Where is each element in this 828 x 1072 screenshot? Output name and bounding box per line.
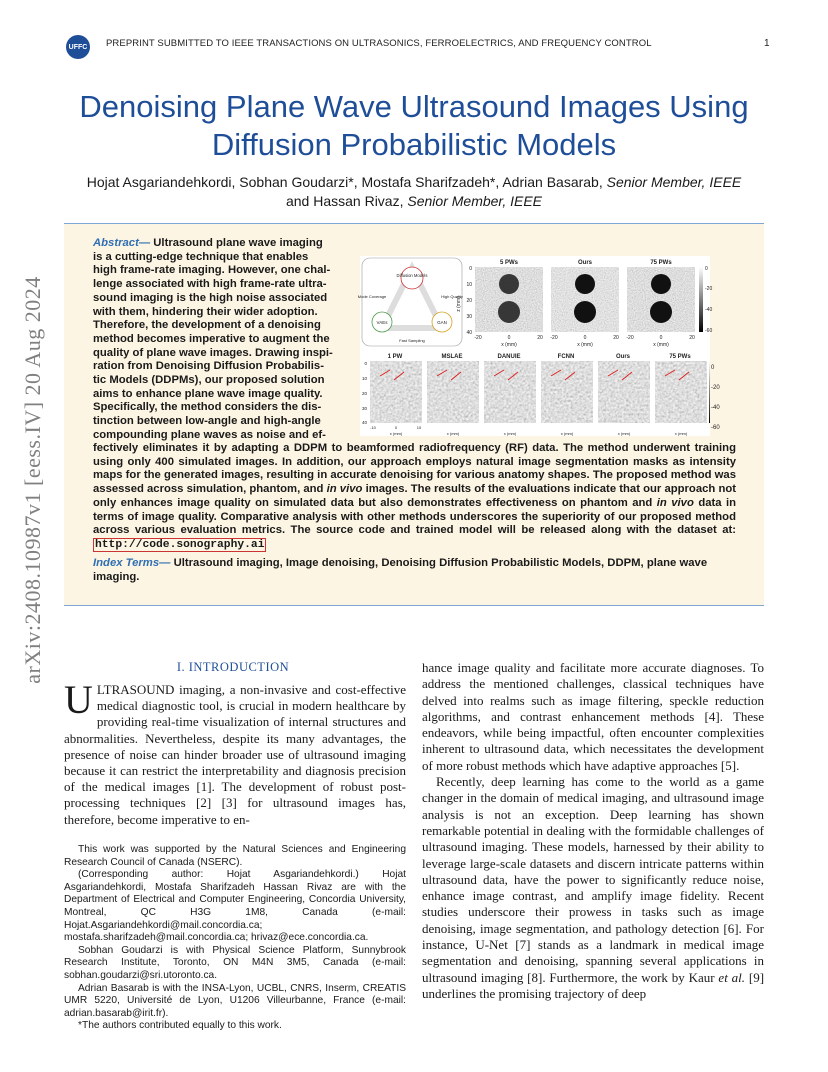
top-cbar-tick: 0 <box>705 266 708 272</box>
top-title-5pws: 5 PWs <box>499 260 519 266</box>
abstract-line: high frame-rate imaging. However, one chal- <box>93 264 331 277</box>
abstract-line: with them, hindering their wider adoption. <box>93 305 318 318</box>
drop-cap: U <box>64 677 93 722</box>
ieee-uffc-logo: UFFC <box>66 35 90 59</box>
page-number: 1 <box>764 38 770 49</box>
invivo-75pws <box>655 361 707 423</box>
abstract-line: method becomes imperative to augment the <box>93 332 330 345</box>
abstract-wrapped <box>93 237 355 443</box>
invivo-danuie <box>484 361 536 423</box>
author-membership-1: Senior Member, IEEE <box>606 174 742 190</box>
abstract-line: lenge associated with high frame-rate ultra- <box>93 278 327 291</box>
bottom-cbar-tick: 0 <box>711 365 715 371</box>
graphical-abstract-figure <box>357 256 713 436</box>
top-ytick: 10 <box>466 282 472 288</box>
bottom-title: Ours <box>615 354 631 360</box>
top-xtick: 20 <box>689 335 695 341</box>
code-link[interactable]: http://code.sonography.ai <box>95 538 265 551</box>
bottom-ytick: 10 <box>361 376 367 381</box>
label-diffusion-models: Diffusion Models <box>396 273 428 278</box>
invivo-ours <box>598 361 650 423</box>
running-header: PREPRINT SUBMITTED TO IEEE TRANSACTIONS ON ULTRASONICS, FERROELECTRICS, AND FREQUENCY CONTROL <box>106 38 652 49</box>
top-colorbar <box>699 267 703 332</box>
top-xtick: 20 <box>537 335 543 341</box>
abstract-text: images. The results of the evaluations indicate that our approach not only enhances image quality on simulated data but also demonstrates effectiveness on phantom and <box>93 483 737 509</box>
abstract-line: tic Models (DDPMs), our proposed solution <box>93 374 325 387</box>
author-membership-2: Senior Member, IEEE <box>407 193 543 209</box>
top-xtick: -20 <box>474 335 482 341</box>
invivo-1pw <box>370 361 422 423</box>
footnote: This work was supported by the Natural Sciences and Engineering Research Council of Canada (NSERC). <box>64 844 406 868</box>
top-xlabel: x (mm) <box>577 342 593 348</box>
top-ytick: 20 <box>466 298 472 304</box>
abstract-line: aims to enhance plane wave image quality. <box>93 387 323 400</box>
bottom-title: DANUIE <box>497 354 521 360</box>
abstract-line: Ultrasound plane wave imaging <box>153 237 323 249</box>
top-xtick: 20 <box>613 335 619 341</box>
abstract-italic: in vivo <box>656 496 694 509</box>
generative-trilemma-diagram <box>358 258 463 346</box>
top-xtick: -20 <box>626 335 634 341</box>
label-high-quality: High Quality <box>441 294 463 299</box>
authors-line-1: Hojat Asgariandehkordi, Sobhan Goudarzi*, Mostafa Sharifzadeh*, Adrian Basarab, <box>86 174 603 190</box>
bottom-title: 75 PWs <box>669 354 691 360</box>
figure-svg <box>357 256 713 436</box>
in-vivo-results-row <box>362 354 710 436</box>
invivo-mslae <box>427 361 479 423</box>
top-ytick: 0 <box>469 266 472 272</box>
abstract-line: Therefore, the development of a denoising <box>93 319 321 332</box>
bottom-xlabel: x (mm) <box>674 431 688 436</box>
top-xtick: 0 <box>583 335 587 341</box>
top-xtick: -20 <box>550 335 558 341</box>
top-xtick: 0 <box>659 335 663 341</box>
intro-column-1 <box>64 677 407 828</box>
bottom-xtick: -10 <box>370 425 376 430</box>
top-ytick: 30 <box>466 314 472 320</box>
authors-line-2: and Hassan Rivaz, <box>285 193 404 209</box>
simulation-results-row <box>456 260 712 348</box>
bottom-cbar-tick: -60 <box>711 425 720 431</box>
abstract-line: tinction between low-angle and high-angle <box>93 415 321 428</box>
top-cbar-tick: -40 <box>705 307 713 313</box>
top-cbar-tick: -20 <box>705 286 713 292</box>
index-terms-heading: Index Terms— <box>93 557 171 569</box>
abstract-heading: Abstract— <box>93 237 151 249</box>
abstract-text: fectively eliminates it by adapting a DDPM to beamformed radiofrequency (RF) data. The method underwent training using only 400 simulated images. In addition, our approach employs natural image segmentation masks as intensity maps for the generated images, resulting in accurate denoising for various anatomy shapes. The proposed method was assessed across simulation, phantom, and <box>93 442 736 496</box>
footnote: *The authors contributed equally to this work. <box>78 1020 282 1032</box>
bottom-xlabel: x (mm) <box>446 431 460 436</box>
top-xlabel: x (mm) <box>501 342 517 348</box>
footnote: Adrian Basarab is with the INSA-Lyon, UCBL, CNRS, Inserm, CREATIS UMR 5220, Université de Lyon, U1206 Villeurbanne, France (e-mail: adrian.basarab@irit.fr). <box>64 982 406 1019</box>
bottom-ytick: 30 <box>361 406 367 411</box>
invivo-fcnn <box>541 361 593 423</box>
section-heading: I. INTRODUCTION <box>176 660 290 674</box>
top-xtick: 0 <box>507 335 511 341</box>
arxiv-stamp <box>18 276 48 684</box>
bottom-title: 1 PW <box>387 354 403 360</box>
footnotes <box>64 844 406 1033</box>
paragraph: hance image quality and facilitate more accurate diagnoses. To address the mentioned challenges, classical techniques have delved into realms such as image filtering, speckle reduction algorithms, and contrast enhancement methods [4]. These endeavors, while being impactful, often encounter complexities inherent to ultrasound data, which necessitates the development of more robust methods which have adaptive approaches [5]. <box>422 660 764 773</box>
bottom-xlabel: x (mm) <box>389 431 403 436</box>
abstract-line: is a cutting-edge technique that enables <box>93 250 309 263</box>
paragraph-text: Recently, deep learning has come to the world as a game changer in the domain of medical imaging, and ultrasound image analysis is not an exception. Deep learning has shown remarkable potential in dealing with the formidable challenges of ultrasound imaging. These models, harnessed by their ability to leverage large-scale datasets and discern intricate patterns within ultrasound data, have the power to significantly reduce noise, enhance image contrast, and amplify image fidelity. Recent studies underscore their prowess in tasks such as image denoising, image segmentation, and pathology detection [6]. For instance, U-Net [7] stands as a landmark in medical image segmentation and denoising, spanning several applications in ultrasound imaging [8]. Furthermore, the work by Kaur <box>422 774 764 985</box>
label-fast-sampling: Fast Sampling <box>399 338 425 343</box>
bottom-xlabel: x (mm) <box>560 431 574 436</box>
top-title-ours: Ours <box>577 260 593 266</box>
bottom-cbar-tick: -20 <box>711 385 720 391</box>
bottom-xtick: 10 <box>416 425 422 430</box>
top-ylabel: z (mm) <box>456 296 462 312</box>
label-gan: GAN <box>437 320 447 325</box>
paragraph-italic: et al. <box>718 969 746 985</box>
abstract-line: ration from Denoising Diffusion Probabilis- <box>93 360 324 373</box>
abstract-full-width <box>93 442 736 553</box>
abstract-text: data in terms of image quality. Comparative analysis with other methods underscores the superiority of our proposed method across various evaluation metrics. The source code and trained model will be released along with the dataset at: <box>93 496 737 537</box>
bottom-ytick: 20 <box>361 391 367 396</box>
abstract-line: quality of plane wave images. Drawing inspi- <box>93 346 333 359</box>
bottom-ytick: 0 <box>364 361 367 366</box>
top-xlabel: x (mm) <box>653 342 669 348</box>
bottom-xtick: 0 <box>394 425 398 430</box>
author-list <box>40 173 788 211</box>
bottom-title: MSLAE <box>441 354 463 360</box>
footnote: Sobhan Goudarzi is with Physical Science Platform, Sunnybrook Research Institute, Toronto, ON M4N 3M5, Canada (e-mail: sobhan.goudarzi@sri.utoronto.ca. <box>64 944 406 981</box>
abstract-line: compounding plane waves as noise and ef- <box>93 428 326 441</box>
intro-column-2 <box>422 660 764 1002</box>
arxiv-stamp-text: arXiv:2408.10987v1 [eess.IV] 20 Aug 2024 <box>20 276 45 684</box>
lead-word: LTRASOUND <box>96 682 175 697</box>
intro-paragraph: imaging, a non-invasive and cost-effective medical diagnostic tool, is crucial in modern healthcare by providing real-time visualization of internal structures and abnormalities. Nevertheless, despite its many advantages, the presence of noise can hinder broader use of ultrasound imaging because it can restrict the interpretability and diagnosis precision of the medical images [1]. The development of robust post-processing techniques [2] [3] for ultrasound images has, therefore, become imperative to en- <box>64 682 407 827</box>
top-ytick: 40 <box>466 330 472 336</box>
paragraph <box>422 774 764 1002</box>
bottom-colorbar-ticks <box>711 358 720 438</box>
top-title-75pws: 75 PWs <box>650 260 672 266</box>
abstract-italic: in vivo <box>326 483 363 496</box>
abstract-line: Specifically, the method considers the dis- <box>93 401 322 414</box>
index-terms-text: Ultrasound imaging, Image denoising, Denoising Diffusion Probabilistic Models, DDPM, plane wave imaging. <box>93 557 708 583</box>
bottom-xlabel: x (mm) <box>503 431 517 436</box>
bottom-ytick: 40 <box>361 420 367 425</box>
label-vaes: VAEs <box>376 320 388 325</box>
abstract-line: sound imaging is the high noise associated <box>93 291 328 304</box>
top-cbar-tick: -60 <box>705 328 713 334</box>
paragraph-text: [9] underlines the promising trajectory of deep <box>422 969 765 1001</box>
bottom-xlabel: x (mm) <box>617 431 631 436</box>
index-terms <box>93 556 723 584</box>
bottom-title: FCNN <box>557 354 575 360</box>
paper-title: Denoising Plane Wave Ultrasound Images Using Diffusion Probabilistic Models <box>79 89 749 162</box>
footnote: (Corresponding author: Hojat Asgariandehkordi.) Hojat Asgariandehkordi, Mostafa Sharifzadeh Hassan Rivaz are with the Department of Electrical and Computer Engineering, Concordia University, Montreal, QC H3G 1M8, Canada (e-mail: Hojat.Asgariandehkordi@mail.concordia.ca; mostafa.sharifzadeh@mail.concordia.ca; hrivaz@ece.concordia.ca. <box>64 869 406 944</box>
bottom-cbar-tick: -40 <box>711 405 720 411</box>
bottom-colorbar <box>709 361 710 423</box>
label-mode-coverage: Mode Coverage <box>357 294 387 299</box>
